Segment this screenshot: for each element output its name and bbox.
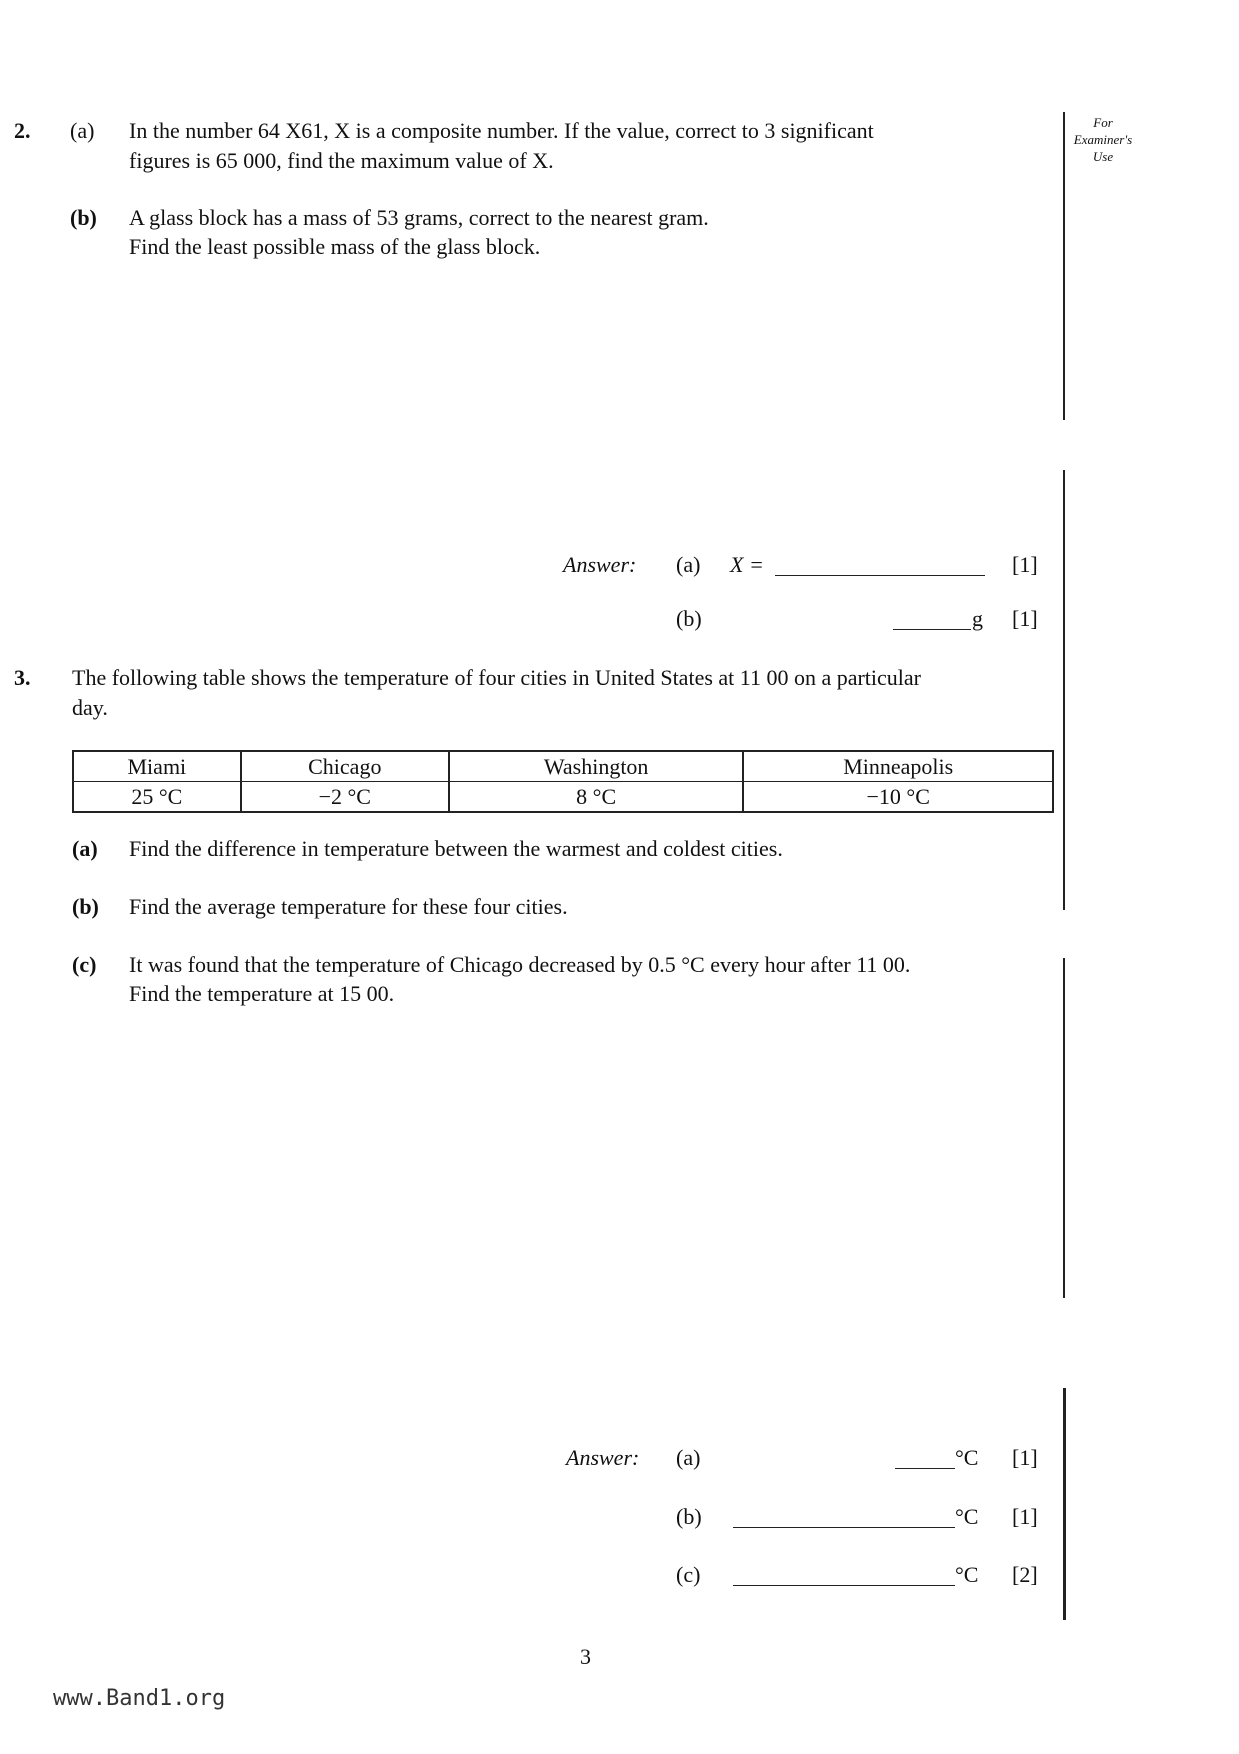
temperature-table (72, 750, 1054, 813)
margin-rule-4 (1063, 1388, 1066, 1620)
table-cell-temp: 25 °C (73, 782, 241, 813)
q2a-label: (a) (70, 118, 95, 143)
margin-rule-3 (1063, 958, 1065, 1298)
q3a-label: (a) (72, 836, 98, 861)
q3c-label: (c) (72, 952, 97, 977)
q3-answer-a-unit: °C (955, 1445, 979, 1470)
q2-answer-a-prefix: X = (730, 552, 764, 577)
margin-rule-2 (1063, 470, 1065, 910)
q2b-text-line1: A glass block has a mass of 53 grams, correct to the nearest gram. (129, 205, 709, 230)
q3-answer-b-unit: °C (955, 1504, 979, 1529)
table-cell-city: Miami (73, 751, 241, 782)
q3-answer-c-line[interactable] (733, 1566, 955, 1592)
table-cell-city: Washington (449, 751, 744, 782)
q3-answer-c-unit: °C (955, 1562, 979, 1587)
q3-answer-c-marks: [2] (1012, 1562, 1038, 1587)
examiners-use-note (1058, 114, 1148, 165)
q2-answer-b-marks: [1] (1012, 606, 1038, 631)
table-cell-city: Minneapolis (743, 751, 1053, 782)
q3c-text-line2: Find the temperature at 15 00. (129, 981, 395, 1006)
table-cell-temp: −10 °C (743, 782, 1053, 813)
q2b-label: (b) (70, 205, 97, 230)
q2b-text-line2: Find the least possible mass of the glass block. (129, 234, 541, 259)
q3b-text: Find the average temperature for these four cities. (129, 894, 568, 919)
examiners-note-line1: For (1093, 115, 1113, 130)
q2a-text-line1: In the number 64 X61, X is a composite number. If the value, correct to 3 significant (129, 118, 874, 143)
q3b-label: (b) (72, 894, 99, 919)
q3a-text: Find the difference in temperature between the warmest and coldest cities. (129, 836, 783, 861)
q3-answer-a-marks: [1] (1012, 1445, 1038, 1470)
examiners-note-line3: Use (1092, 149, 1114, 164)
table-cell-temp: −2 °C (241, 782, 449, 813)
page-number: 3 (580, 1644, 591, 1669)
q3-answer-b-line[interactable] (733, 1508, 955, 1534)
table-cell-city: Chicago (241, 751, 449, 782)
q3-answer-a-label: (a) (676, 1445, 701, 1470)
q3-answer-word: Answer: (566, 1445, 640, 1470)
table-header-row (73, 751, 1053, 782)
q3-answer-b-label: (b) (676, 1504, 702, 1529)
q2-answer-b-line[interactable] (893, 610, 971, 636)
q3-answer-a-line[interactable] (895, 1449, 955, 1475)
q3-intro-line2: day. (72, 695, 108, 720)
footer-url: www.Band1.org (53, 1686, 226, 1711)
q2-answer-a-label: (a) (676, 552, 701, 577)
q2-answer-word: Answer: (563, 552, 637, 577)
question-3-number: 3. (14, 665, 31, 690)
q3-answer-b-marks: [1] (1012, 1504, 1038, 1529)
q3-intro-line1: The following table shows the temperature of four cities in United States at 11 00 on a particular (72, 665, 921, 690)
margin-rule-1 (1063, 112, 1065, 420)
q2-answer-b-label: (b) (676, 606, 702, 631)
q3-answer-c-label: (c) (676, 1562, 701, 1587)
examiners-note-line2: Examiner's (1073, 132, 1133, 147)
table-values-row (73, 782, 1053, 813)
question-2-number: 2. (14, 118, 31, 143)
q2a-text-line2: figures is 65 000, find the maximum value of X. (129, 148, 554, 173)
q3c-text-line1: It was found that the temperature of Chicago decreased by 0.5 °C every hour after 11 00. (129, 952, 911, 977)
q2-answer-b-unit: g (972, 606, 983, 631)
q2-answer-a-line[interactable] (775, 556, 985, 582)
q2-answer-a-marks: [1] (1012, 552, 1038, 577)
table-cell-temp: 8 °C (449, 782, 744, 813)
